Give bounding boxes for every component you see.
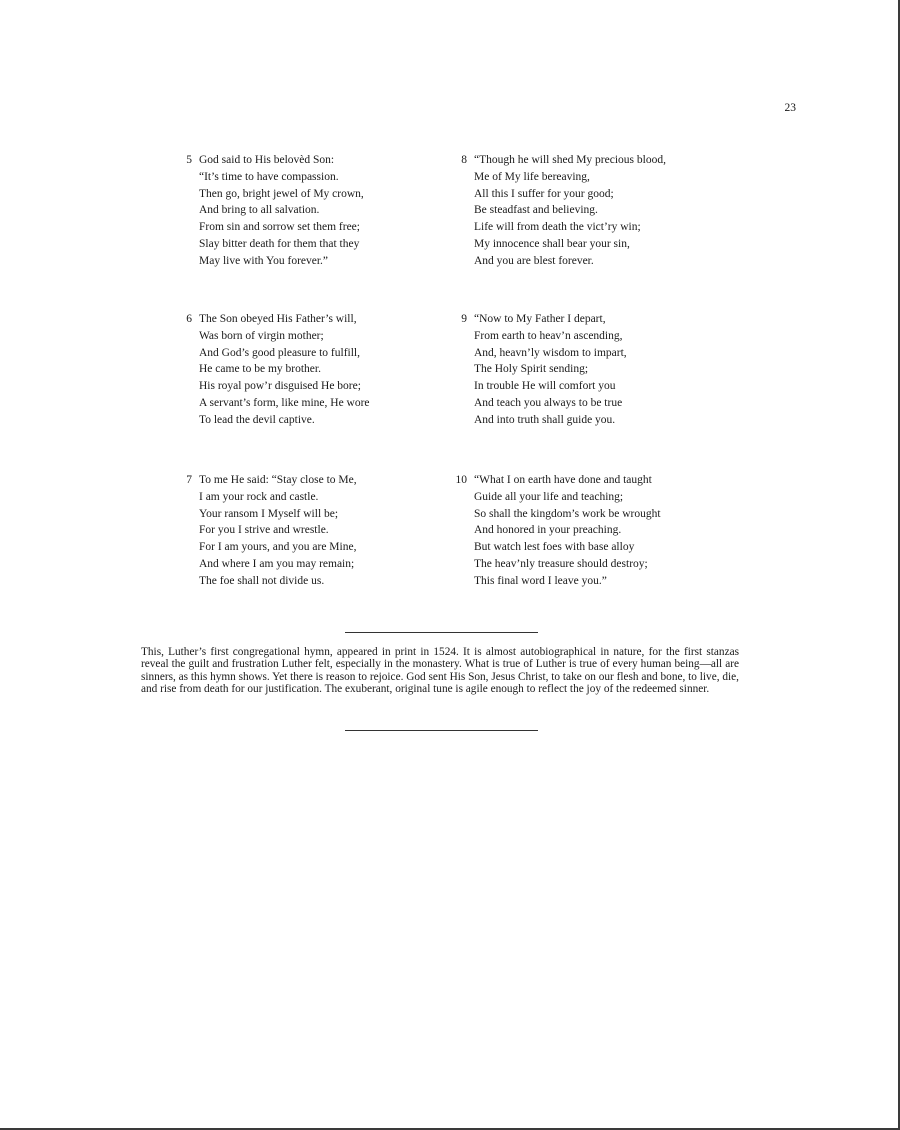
stanza-line: “Now to My Father I depart,: [474, 313, 606, 325]
stanza-line: I am your rock and castle.: [199, 490, 319, 503]
divider-bottom: [345, 730, 538, 731]
stanza-line: Was born of virgin mother;: [199, 329, 324, 342]
stanza-line: His royal pow’r disguised He bore;: [199, 380, 361, 393]
stanza-line: And teach you always to be true: [474, 396, 623, 409]
hymn-commentary: This, Luther’s first congregational hymn, appeared in print in 1524. It is almost autobiographical in nature, for the first stanzas reveal the guilt and frustration Luther felt, especially in the monastery. What is true of Luther is true of every human being—all are sinners, as this hymn shows. Yet there is reason to rejoice. God sent His Son, Jesus Christ, to take on our flesh and bone, to live, die, and rise from death for our justification. The exuberant, original tune is agile enough to reflect the joy of the redeemed sinner.: [141, 646, 739, 696]
stanza-number: 5: [186, 154, 192, 166]
page-number: 23: [784, 102, 796, 114]
stanza-line: My innocence shall bear your sin,: [474, 237, 630, 250]
stanza-line: And, heavn’ly wisdom to impart,: [474, 346, 627, 359]
stanza-10: [451, 472, 661, 590]
stanza-line: To lead the devil captive.: [199, 413, 315, 426]
stanza-line: Be steadfast and believing.: [474, 204, 598, 217]
stanza-line: For I am yours, and you are Mine,: [199, 541, 357, 554]
stanza-line: He came to be my brother.: [199, 363, 321, 376]
stanza-line: A servant’s form, like mine, He wore: [199, 396, 370, 409]
stanza-line: Life will from death the vict’ry win;: [474, 221, 641, 234]
stanza-line: The Holy Spirit sending;: [474, 363, 589, 376]
stanza-8: [451, 152, 666, 270]
stanza-6: [176, 311, 370, 429]
stanza-number: 10: [455, 474, 467, 486]
stanza-line: And bring to all salvation.: [199, 204, 320, 217]
stanza-line: And where I am you may remain;: [199, 557, 355, 570]
stanza-line: In trouble He will comfort you: [474, 380, 616, 393]
stanza-7: [176, 472, 357, 590]
stanza-line: “What I on earth have done and taught: [474, 474, 652, 486]
stanza-number: 7: [186, 474, 192, 486]
stanza-line: This final word I leave you.”: [474, 574, 607, 587]
stanza-line: Then go, bright jewel of My crown,: [199, 187, 364, 200]
divider-top: [345, 632, 538, 633]
stanza-line: For you I strive and wrestle.: [199, 524, 329, 537]
stanza-line: From sin and sorrow set them free;: [199, 221, 360, 234]
stanza-line: The heav’nly treasure should destroy;: [474, 557, 648, 570]
stanza-number: 8: [461, 154, 467, 166]
stanza-line: Your ransom I Myself will be;: [199, 507, 339, 520]
stanza-number: 9: [461, 313, 467, 325]
stanza-number: 6: [186, 313, 192, 325]
stanza-line: Slay bitter death for them that they: [199, 237, 360, 250]
stanza-line: And God’s good pleasure to fulfill,: [199, 346, 360, 359]
stanza-line: The Son obeyed His Father’s will,: [199, 313, 357, 325]
stanza-line: But watch lest foes with base alloy: [474, 541, 635, 554]
stanza-line: Guide all your life and teaching;: [474, 490, 624, 503]
stanza-line: The foe shall not divide us.: [199, 574, 325, 587]
stanza-9: [451, 311, 627, 429]
stanza-5: [176, 152, 364, 270]
stanza-line: “It’s time to have compassion.: [199, 170, 339, 183]
stanza-line: All this I suffer for your good;: [474, 187, 614, 200]
stanza-line: And honored in your preaching.: [474, 524, 622, 537]
stanza-line: “Though he will shed My precious blood,: [474, 154, 666, 166]
stanza-line: And into truth shall guide you.: [474, 413, 616, 426]
stanza-line: To me He said: “Stay close to Me,: [199, 474, 357, 486]
stanza-line: From earth to heav’n ascending,: [474, 329, 623, 342]
stanza-line: God said to His belovèd Son:: [199, 154, 335, 166]
stanza-line: Me of My life bereaving,: [474, 170, 590, 183]
stanza-line: So shall the kingdom’s work be wrought: [474, 507, 661, 520]
stanza-line: May live with You forever.”: [199, 254, 329, 267]
stanza-line: And you are blest forever.: [474, 254, 594, 267]
